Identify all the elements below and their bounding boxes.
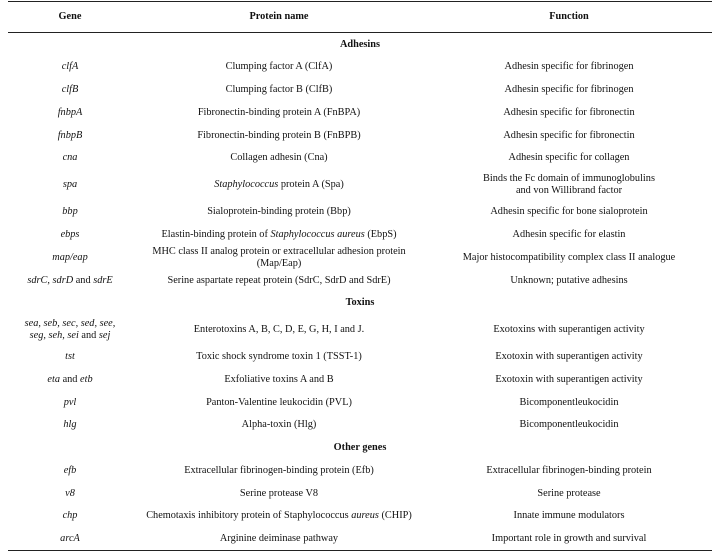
conjunction: and [75, 274, 91, 286]
protein-cell: Clumping factor A (ClfA) [225, 61, 333, 73]
table-row [8, 269, 712, 292]
table-row [8, 101, 712, 124]
protein-cell: Panton-Valentine leukocidin (PVL) [206, 396, 352, 408]
protein-text: (CHIP) [378, 510, 412, 522]
function-cell: Exotoxin with superantigen activity [495, 351, 643, 363]
gene-cell [8, 269, 132, 292]
protein-cell: Enterotoxins A, B, C, D, E, G, H, I and J. [193, 324, 365, 336]
section-row-toxins [8, 292, 712, 315]
header-protein-name: Protein name [132, 2, 426, 33]
gene-cell [8, 314, 132, 345]
section-row-adhesins [8, 33, 712, 56]
table-row [8, 56, 712, 79]
gene-cell: chp [62, 510, 78, 522]
separator: , [47, 274, 53, 286]
function-cell [426, 169, 712, 200]
gene-name: sej [98, 329, 111, 341]
gene-name: sdrD [52, 274, 74, 286]
gene-table [8, 1, 712, 551]
function-cell: Adhesin specific for elastin [512, 228, 626, 240]
protein-cell: Exfoliative toxins A and B [224, 373, 334, 385]
function-cell: Exotoxins with superantigen activity [493, 324, 645, 336]
protein-cell [132, 505, 426, 528]
table-row [8, 200, 712, 223]
protein-cell: Extracellular fibrinogen-binding protein (Efb) [184, 464, 374, 476]
gene-cell: clfA [61, 61, 79, 73]
function-cell: Important role in growth and survival [426, 527, 712, 550]
function-cell: Serine protease [537, 487, 601, 499]
table-row [8, 314, 712, 345]
table-row [8, 414, 712, 437]
section-title: Adhesins [339, 38, 381, 50]
function-line: Binds the Fc domain of immunoglobulins [483, 173, 655, 185]
section-row-other-genes [8, 437, 712, 460]
table-row [8, 246, 712, 269]
gene-name: sea, seb, sec, sed, see, [24, 318, 116, 330]
function-cell: Major histocompatibility complex class II analogue [462, 251, 676, 263]
gene-cell: cna [62, 152, 78, 164]
protein-text: protein A (Spa) [278, 179, 344, 191]
protein-italic: Staphylococcus [214, 179, 279, 191]
function-line: and von Willibrand factor [515, 184, 623, 196]
protein-cell [132, 169, 426, 200]
function-cell: Adhesin specific for fibrinogen [504, 61, 634, 73]
function-cell: Adhesin specific for bone sialoprotein [490, 206, 648, 218]
protein-cell: Arginine deiminase pathway [132, 527, 426, 550]
protein-text: Elastin-binding protein of [161, 228, 271, 240]
table-row [8, 459, 712, 482]
table-row [8, 391, 712, 414]
table-row [8, 124, 712, 147]
function-cell: Adhesin specific for collagen [508, 152, 630, 164]
protein-italic: Staphylococcus aureus [270, 228, 365, 240]
protein-cell: Fibronectin-binding protein B (FnBPB) [197, 129, 361, 141]
protein-cell: Fibronectin-binding protein A (FnBPA) [197, 106, 361, 118]
conjunction: and [81, 329, 97, 341]
gene-cell: fnbpB [57, 129, 83, 141]
protein-cell: Clumping factor B (ClfB) [225, 83, 333, 95]
table-row [8, 223, 712, 246]
function-cell: Bicomponentleukocidin [519, 396, 619, 408]
section-title: Toxins [345, 297, 375, 309]
protein-cell [132, 223, 426, 246]
protein-text: (EbpS) [364, 228, 397, 240]
gene-name: seg, seh, sei [29, 329, 79, 341]
gene-cell: ebps [60, 228, 80, 240]
protein-cell: MHC class II analog protein or extracellular adhesion protein (Map/Eap) [152, 246, 406, 269]
header-gene: Gene [8, 2, 132, 33]
function-cell: Adhesin specific for fibronectin [503, 129, 635, 141]
table-row [8, 345, 712, 368]
gene-cell: clfB [61, 83, 79, 95]
gene-cell: hlg [63, 419, 77, 431]
protein-cell: Serine protease V8 [239, 487, 319, 499]
table-row [8, 505, 712, 528]
protein-cell: Collagen adhesin (Cna) [230, 152, 328, 164]
protein-cell: Serine aspartate repeat protein (SdrC, SdrD and SdrE) [167, 274, 391, 286]
gene-cell: bbp [62, 206, 78, 218]
table-row [8, 169, 712, 200]
table-row [8, 368, 712, 391]
table-row [8, 482, 712, 505]
conjunction: and [62, 373, 78, 385]
function-cell: Adhesin specific for fibronectin [503, 106, 635, 118]
gene-name: eta [47, 373, 60, 385]
gene-cell: fnbpA [57, 106, 83, 118]
function-cell: Unknown; putative adhesins [510, 274, 628, 286]
function-cell: Bicomponentleukocidin [519, 419, 619, 431]
gene-cell: v8 [65, 487, 75, 499]
header-row [8, 2, 712, 33]
gene-cell: efb [63, 464, 77, 476]
protein-cell: Sialoprotein-binding protein (Bbp) [207, 206, 351, 218]
gene-name: sdrC [27, 274, 48, 286]
function-cell: Innate immune modulators [513, 510, 625, 522]
protein-italic: aureus [351, 510, 379, 522]
gene-name: sdrE [93, 274, 113, 286]
protein-cell: Alpha-toxin (Hlg) [241, 419, 317, 431]
table-row [8, 527, 712, 550]
function-cell: Extracellular fibrinogen-binding protein [486, 464, 652, 476]
section-title: Other genes [333, 442, 387, 454]
table-row [8, 78, 712, 101]
protein-cell: Toxic shock syndrome toxin 1 (TSST-1) [196, 351, 362, 363]
gene-cell: arcA [8, 527, 132, 550]
gene-cell: pvl [63, 396, 77, 408]
gene-cell: spa [62, 179, 78, 191]
gene-cell [8, 368, 132, 391]
table-row [8, 147, 712, 170]
protein-text: Chemotaxis inhibitory protein of Staphylococcus [146, 510, 352, 522]
gene-cell: map/eap [52, 251, 88, 263]
gene-cell: tst [65, 351, 75, 363]
gene-name: etb [80, 373, 93, 385]
function-cell: Exotoxin with superantigen activity [495, 373, 643, 385]
header-function: Function [426, 2, 712, 33]
function-cell: Adhesin specific for fibrinogen [504, 83, 634, 95]
